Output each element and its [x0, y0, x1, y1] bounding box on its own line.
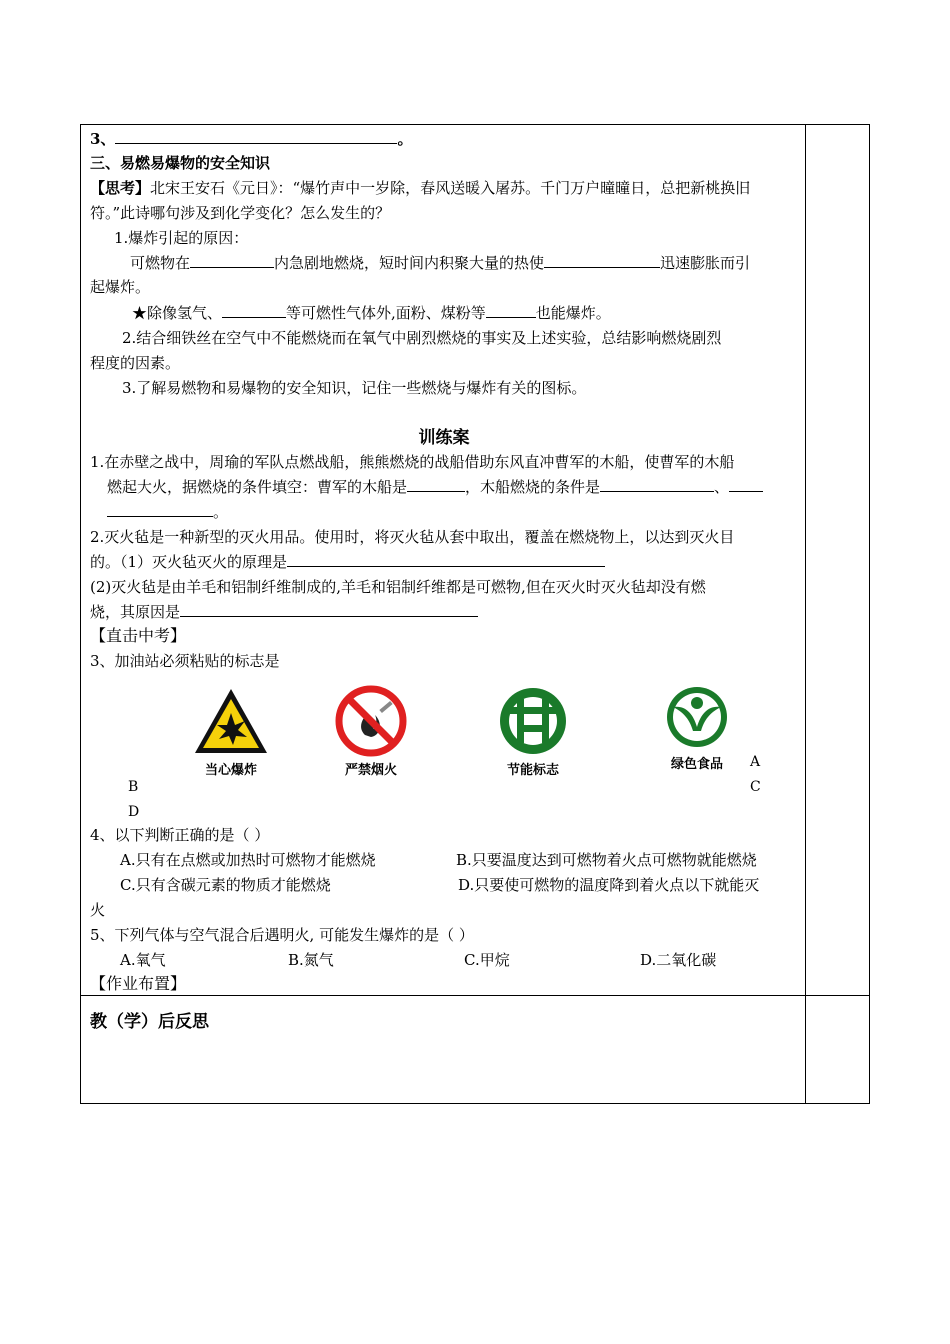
answer-blank[interactable] — [222, 303, 286, 318]
no-fire-icon — [331, 685, 411, 757]
sign-caption: 当心爆炸 — [204, 763, 257, 778]
sign-green-food[interactable] — [647, 685, 747, 772]
q4: 4、以下判断正确的是（ ） — [90, 826, 270, 844]
q2-line-3: (2)灭火毡是由羊毛和铝制纤维制成的,羊毛和铝制纤维都是可燃物,但在灭火时灭火毡却没有燃 — [90, 578, 706, 596]
line-3: 3、 。 — [90, 130, 413, 148]
homework-heading: 【作业布置】 — [90, 974, 187, 993]
section-heading-3: 三、易燃易爆物的安全知识 — [90, 154, 271, 172]
energy-saving-icon — [493, 685, 573, 757]
q1-line-2: 燃起大火，据燃烧的条件填空：曹军的木船是 ，木船燃烧的条件是 、 — [107, 477, 763, 497]
exam-heading: 【直击中考】 — [90, 626, 187, 645]
think-paragraph-2: 符。”此诗哪句涉及到化学变化？怎么发生的？ — [90, 204, 391, 222]
practice-title: 训练案 — [418, 428, 470, 448]
q4-option-a[interactable]: A.只有在点燃或加热时可燃物才能燃烧 — [120, 851, 376, 869]
sign-caption: 节能标志 — [506, 763, 559, 778]
label-a: A — [750, 754, 761, 770]
think-paragraph-1: 【思考】北宋王安石《元日》：“爆竹声中一岁除，春风送暖入屠苏。千门万户曈曈日，总把新桃换旧 — [90, 179, 751, 197]
reflection-heading: 教（学）后反思 — [90, 1012, 209, 1032]
sign-caption: 绿色食品 — [670, 757, 723, 772]
answer-blank[interactable] — [729, 477, 763, 492]
item1-title: 1.爆炸引起的原因： — [114, 229, 249, 247]
q5-option-b[interactable]: B.氮气 — [288, 951, 334, 969]
item2-line-2: 程度的因素。 — [90, 354, 181, 372]
answer-blank[interactable] — [190, 253, 274, 268]
answer-blank[interactable] — [180, 602, 478, 617]
item1-sentence: 可燃物在 内急剧地燃烧，短时间内积聚大量的热使 迅速膨胀而引 — [130, 254, 751, 272]
answer-blank[interactable] — [115, 129, 397, 144]
q4-option-d-cont: 火 — [90, 901, 106, 919]
q4-option-c[interactable]: C.只有含碳元素的物质才能燃烧 — [120, 876, 331, 894]
answer-blank[interactable] — [486, 303, 536, 318]
label-d: D — [128, 804, 140, 820]
item2-line-1: 2.结合细铁丝在空气中不能燃烧而在氧气中剧烈燃烧的事实及上述实验，总结影响燃烧剧烈 — [122, 329, 722, 347]
star-note: ★除像氢气、 等可燃性气体外,面粉、煤粉等 也能爆炸。 — [132, 304, 611, 322]
q2-line-1: 2.灭火毡是一种新型的灭火用品。使用时，将灭火毡从套中取出，覆盖在燃烧物上，以达到灭火目 — [90, 528, 735, 546]
q4-option-b[interactable]: B.只要温度达到可燃物着火点可燃物就能燃烧 — [456, 851, 757, 869]
answer-blank[interactable] — [544, 253, 660, 268]
label-c: C — [750, 779, 761, 795]
column-divider — [805, 125, 806, 1103]
sign-energy-saving[interactable] — [483, 685, 583, 778]
label-b: B — [128, 779, 139, 795]
q2-line-2: 的。（1）灭火毡灭火的原理是 — [90, 552, 605, 572]
row-divider — [81, 995, 869, 996]
sign-caption: 严禁烟火 — [344, 763, 397, 778]
sign-explosion[interactable] — [181, 685, 281, 778]
q5-option-d[interactable]: D.二氧化碳 — [640, 951, 717, 969]
q5-option-c[interactable]: C.甲烷 — [464, 951, 510, 969]
green-food-icon — [657, 685, 737, 749]
q5: 5、下列气体与空气混合后遇明火, 可能发生爆炸的是（ ） — [90, 926, 474, 944]
answer-blank[interactable] — [287, 552, 605, 567]
q1-line-1: 1.在赤壁之战中，周瑜的军队点燃战船，熊熊燃烧的战船借助东风直冲曹军的木船，使曹军的木船 — [90, 453, 735, 471]
q1-line-3: 。 — [107, 502, 228, 522]
item3: 3.了解易燃物和易爆物的安全知识，记住一些燃烧与爆炸有关的图标。 — [122, 379, 587, 397]
answer-blank[interactable] — [600, 477, 714, 492]
answer-blank[interactable] — [107, 502, 213, 517]
worksheet-table — [80, 124, 870, 1104]
q2-line-4: 烧，其原因是 — [90, 602, 478, 622]
q3: 3、加油站必须粘贴的标志是 — [90, 652, 280, 670]
explosion-warning-icon — [191, 685, 271, 757]
sign-no-fire[interactable] — [321, 685, 421, 778]
q4-option-d[interactable]: D.只要使可燃物的温度降到着火点以下就能灭 — [458, 876, 760, 894]
item1-sentence-end: 起爆炸。 — [90, 278, 151, 296]
q5-option-a[interactable]: A.氧气 — [120, 951, 166, 969]
sign-images — [181, 685, 741, 781]
answer-blank[interactable] — [407, 477, 465, 492]
